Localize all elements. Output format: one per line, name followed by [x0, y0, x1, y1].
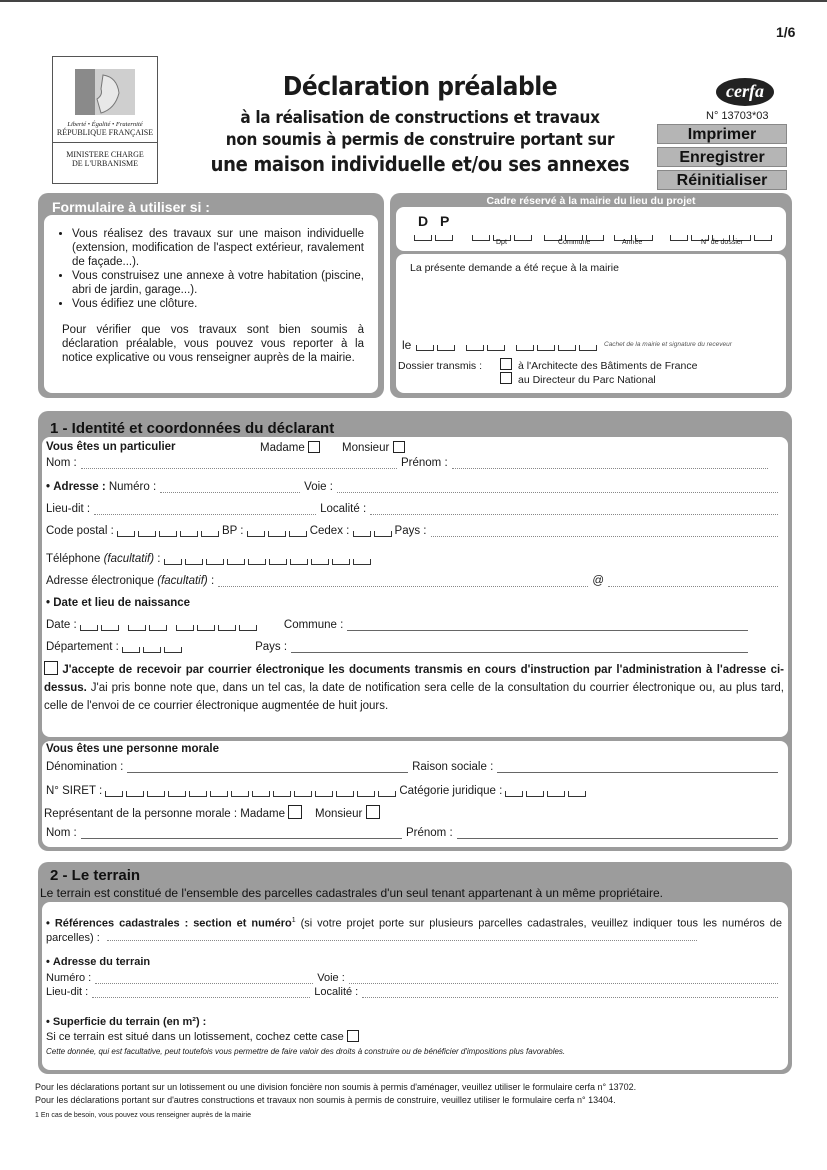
- footer-line-2: Pour les déclarations portant sur d'autres constructions et travaux non soumis à permis de construire, veuillez utiliser le formulaire cerfa n° 13404.: [35, 1095, 616, 1105]
- footnote-ref: 1: [291, 917, 296, 924]
- terrain-voie-field[interactable]: [349, 974, 778, 984]
- cedex-boxes[interactable]: [353, 525, 395, 537]
- siret-label: N° SIRET :: [46, 785, 103, 797]
- terrain-localite-label: Localité :: [314, 986, 359, 998]
- transmis-label: Dossier transmis :: [398, 360, 483, 372]
- terrain-voie-label: Voie :: [317, 972, 345, 984]
- references-block: • Références cadastrales : section et numéro$^1$ (si votre projet porte sur plusieurs parcelles cadastrales, veuillez indiquer tous les numéros de parcelles) :: [46, 917, 782, 944]
- cedex-label: Cedex :: [309, 525, 350, 537]
- categorie-label: Catégorie juridique :: [399, 785, 503, 797]
- madame-checkbox[interactable]: [308, 441, 320, 453]
- consent-block: [44, 661, 784, 715]
- logo-motto: Liberté • Égalité • Fraternité: [67, 121, 143, 128]
- terrain-lieudit-label: Lieu-dit :: [46, 986, 89, 998]
- morale-box: [42, 741, 788, 847]
- section1-heading: 1 - Identité et coordonnées du déclarant: [50, 420, 335, 437]
- footer-line-1: Pour les déclarations portant sur un lotissement ou une division foncière non soumis à permis d'aménager, veuillez utiliser le formulaire cerfa n° 13702.: [35, 1082, 637, 1092]
- section-identite: [38, 411, 792, 851]
- denomination-label: Dénomination :: [46, 761, 124, 773]
- logo-ministry-2: DE L'URBANISME: [71, 159, 139, 168]
- dpt-label: Dpt: [496, 239, 507, 246]
- cp-label: Code postal :: [46, 525, 114, 537]
- mairie-heading: Cadre réservé à la mairie du lieu du projet: [486, 195, 696, 207]
- facultatif-text: (facultatif): [157, 575, 208, 587]
- cachet-text: Cachet de la mairie et signature du receveur: [604, 341, 732, 348]
- cp-boxes[interactable]: [117, 525, 222, 537]
- consent-text: J'ai pris bonne note que, dans un tel cas, la date de notification sera celle de la consultation du courrier électronique ou, au plus tard, celle de l'envoi de ce courrier électronique augmentée de huit jours.: [44, 682, 785, 712]
- formulaire-heading: Formulaire à utiliser si :: [52, 199, 210, 215]
- dp-letter-p: P: [440, 213, 450, 229]
- numero-label: Numéro :: [108, 481, 157, 493]
- at-sign: @: [592, 575, 604, 587]
- abf-label: à l'Architecte des Bâtiments de France: [518, 360, 698, 372]
- lieudit-field[interactable]: [94, 505, 316, 515]
- terrain-numero-label: Numéro :: [46, 972, 92, 984]
- adresse-label: Adresse :: [53, 481, 106, 493]
- terrain-lieudit-field[interactable]: [92, 988, 310, 998]
- localite-label: Localité :: [320, 503, 367, 515]
- references-label: Références cadastrales : section et numéro: [54, 917, 292, 930]
- formulaire-panel: [38, 193, 384, 398]
- references-field[interactable]: [107, 931, 697, 941]
- bp-boxes[interactable]: [247, 525, 310, 537]
- monsieur-label: Monsieur: [342, 442, 390, 454]
- section2-subheading: Le terrain est constitué de l'ensemble des parcelles cadastrales d'un seul tenant appartenant à un même propriétaire.: [40, 886, 663, 900]
- dp-letter-d: D: [418, 213, 429, 229]
- lieudit-label: Lieu-dit :: [46, 503, 91, 515]
- consent-checkbox[interactable]: [44, 661, 58, 675]
- commune-label: Commune: [558, 239, 591, 246]
- categorie-boxes[interactable]: [505, 785, 589, 797]
- section-terrain: [38, 862, 792, 1074]
- raison-field[interactable]: [497, 763, 778, 773]
- subtitle-line-2: non soumis à permis de construire portant sur: [225, 130, 615, 150]
- consent-bold-2: ci-dessus.: [44, 664, 785, 694]
- reception-box: [396, 254, 786, 393]
- superficie-label: Superficie du terrain (en m²) :: [52, 1016, 207, 1028]
- section2-heading: 2 - Le terrain: [50, 867, 141, 884]
- madame-label: Madame: [260, 442, 305, 454]
- print-button[interactable]: Imprimer: [657, 124, 787, 144]
- email-label: Adresse électronique: [46, 575, 155, 587]
- terrain-localite-field[interactable]: [362, 988, 778, 998]
- annee-label: Année: [622, 239, 643, 246]
- raison-label: Raison sociale :: [412, 761, 494, 773]
- rep-prenom-label: Prénom :: [406, 827, 453, 839]
- denomination-field[interactable]: [127, 763, 408, 773]
- email-user-field[interactable]: [218, 577, 588, 587]
- dossier-label: N° de dossier: [701, 239, 744, 246]
- superficie-note: Cette donnée, qui est facultative, peut toutefois vous permettre de faire valoir des droits à construire ou de bénéficier d'impositions plus favorables.: [46, 1047, 566, 1056]
- rep-prenom-field[interactable]: [457, 829, 778, 839]
- particulier-box: Vous êtes un particulier Madame Monsieur Nom : Prénom : • Adresse : Numéro : Voie : Lieu-dit : Localité : Code postal : BP : Cedex : Pays : Téléphone (facultatif) : Adresse électronique (facultatif) : @ • Date et lieu de naissance Date : Commune : Département : Pays : J'accepte de recevoir par courrier électronique les documents transmis en cours d'instruction par l'administration à l'adresse ci-dessus. J'ai pris bonne note que, dans un tel cas, la date de notification sera celle de la consultation du courrier électronique ou, au plus tard, celle de l'envoi de ce courrier électronique augmentée de huit jours.: [42, 437, 788, 737]
- terrain-box: • Références cadastrales : section et numéro$^1$ (si votre projet porte sur plusieurs parcelles cadastrales, veuillez indiquer tous les numéros de parcelles) : • Adresse du terrain Numéro : Voie : Lieu-dit : Localité : • Superficie du terrain (en m²) : Si ce terrain est situé dans un lotissement, cochez cette case Cette donnée, qui est facultative, peut toutefois vous permettre de faire valoir des droits à construire ou de bénéficier d'impositions plus favorables.: [42, 902, 788, 1070]
- telephone-label: Téléphone: [46, 553, 101, 565]
- localite-field[interactable]: [370, 505, 778, 515]
- prenom-field[interactable]: [452, 459, 768, 469]
- email-domain-field[interactable]: [608, 577, 778, 587]
- title-block: [200, 72, 640, 176]
- list-item: • Vous construisez une annexe à votre habitation (piscine, abri de jardin, garage...).: [72, 269, 364, 297]
- monsieur-checkbox[interactable]: [393, 441, 405, 453]
- voie-label: Voie :: [304, 481, 333, 493]
- pays-label: Pays :: [255, 641, 288, 653]
- rep-nom-field[interactable]: [81, 829, 402, 839]
- subtitle-line-1: à la réalisation de constructions et travaux: [240, 108, 600, 128]
- republic-logo: [52, 56, 158, 184]
- formulaire-list: [62, 227, 364, 311]
- page-title: Déclaration préalable: [282, 72, 558, 102]
- date-label: Date :: [46, 619, 77, 631]
- voie-field[interactable]: [337, 483, 778, 493]
- formulaire-note: Pour vérifier que vos travaux sont bien soumis à déclaration préalable, vous pouvez vous reporter à la notice explicative ou vous renseigner auprès de la mairie.: [62, 324, 364, 364]
- list-item: • Vous édifiez une clôture.: [72, 297, 364, 311]
- rep-monsieur-checkbox[interactable]: [366, 805, 380, 819]
- mairie-panel: [390, 193, 792, 398]
- footer-footnote: 1 En cas de besoin, vous pouvez vous renseigner auprès de la mairie: [35, 1112, 251, 1119]
- representant-label: Représentant de la personne morale : Madame: [44, 808, 286, 820]
- prenom-label: Prénom :: [401, 457, 448, 469]
- reception-date-boxes[interactable]: [416, 339, 600, 351]
- dp-boxes[interactable]: [414, 229, 456, 241]
- dossier-number-box: [396, 207, 786, 251]
- recue-text: La présente demande a été reçue à la mairie: [410, 262, 619, 274]
- siret-boxes[interactable]: [105, 785, 399, 797]
- save-button[interactable]: Enregistrer: [657, 147, 787, 167]
- pays-field[interactable]: [431, 527, 778, 537]
- cerfa-logo: cerfa: [716, 78, 774, 106]
- consent-bold: J'accepte de recevoir par courrier électronique les documents transmis en cours d'instruction par l'administration à l'adresse: [62, 664, 767, 676]
- logo-republic: RÉPUBLIQUE FRANÇAISE: [53, 128, 157, 143]
- le-label: le: [402, 338, 412, 352]
- birth-pays-field[interactable]: [291, 643, 748, 653]
- page-number: 1/6: [776, 24, 796, 40]
- adresse-terrain-label: Adresse du terrain: [52, 956, 151, 968]
- birth-date-boxes[interactable]: [80, 619, 260, 631]
- naissance-label: Date et lieu de naissance: [53, 597, 191, 609]
- lotissement-label: Si ce terrain est situé dans un lotissement, cochez cette case: [46, 1031, 344, 1043]
- departement-boxes[interactable]: [122, 641, 185, 653]
- nom-field[interactable]: [81, 459, 397, 469]
- abf-checkbox[interactable]: [500, 358, 512, 371]
- bp-label: BP :: [221, 525, 244, 537]
- particulier-title: Vous êtes un particulier: [46, 441, 176, 453]
- morale-title: Vous êtes une personne morale: [46, 743, 219, 755]
- pays-label: Pays :: [394, 525, 427, 537]
- references-text: (si votre projet porte sur plusieurs parcelles cadastrales, veuillez indiquer tous les numéros de parcelles) :: [46, 917, 782, 944]
- parc-label: au Directeur du Parc National: [518, 374, 656, 386]
- list-item: • Vous réalisez des travaux sur une maison individuelle (extension, modification de l'aspect extérieur, ravalement de façade...).: [72, 227, 364, 269]
- parc-checkbox[interactable]: [500, 372, 512, 385]
- top-rule: [0, 0, 827, 2]
- footer: [35, 1081, 636, 1122]
- subtitle-line-3: une maison individuelle et/ou ses annexes: [210, 152, 630, 176]
- rep-madame-checkbox[interactable]: [288, 805, 302, 819]
- cerfa-number: N° 13703*03: [706, 110, 769, 122]
- nom-label: Nom :: [46, 457, 77, 469]
- telephone-boxes[interactable]: [164, 553, 374, 565]
- terrain-numero-field[interactable]: [95, 974, 313, 984]
- birth-commune-field[interactable]: [347, 621, 748, 631]
- reset-button[interactable]: Réinitialiser: [657, 170, 787, 190]
- numero-field[interactable]: [160, 483, 300, 493]
- logo-ministry-1: MINISTERE CHARGE: [66, 150, 144, 159]
- marianne-icon: [53, 61, 157, 119]
- rep-monsieur-label: Monsieur: [315, 808, 363, 820]
- lotissement-checkbox[interactable]: [347, 1030, 359, 1042]
- commune-label: Commune :: [283, 619, 344, 631]
- rep-nom-label: Nom :: [46, 827, 77, 839]
- departement-label: Département :: [46, 641, 119, 653]
- facultatif-text: (facultatif): [103, 553, 155, 565]
